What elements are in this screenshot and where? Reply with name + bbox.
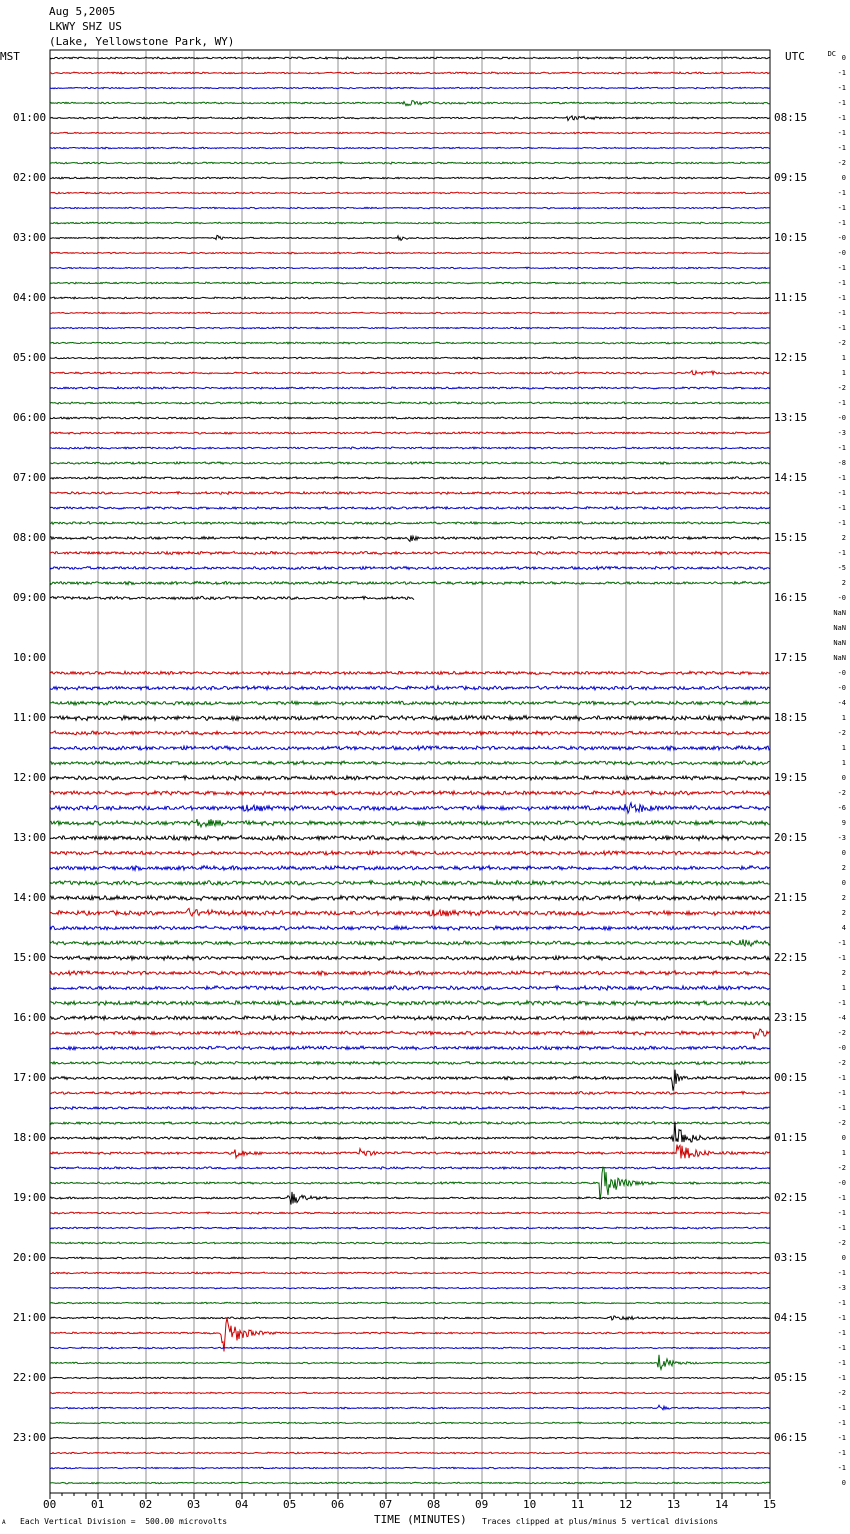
trace-row (50, 836, 770, 841)
dc-offset-value: 0 (841, 879, 846, 887)
trace-row (50, 956, 770, 960)
dc-offset-value: -2 (837, 384, 846, 392)
trace-row (50, 731, 770, 735)
dc-offset-value: -1 (837, 444, 846, 452)
trace-row (50, 357, 770, 359)
trace-row (50, 207, 770, 209)
right-hour-label: 00:15 (774, 1071, 808, 1084)
x-tick-label: 09 (475, 1498, 489, 1511)
right-hour-label: 03:15 (774, 1251, 808, 1264)
record-date: Aug 5,2005 (49, 5, 116, 18)
dc-offset-value: -1 (837, 129, 846, 137)
dc-offset-value: -1 (837, 1464, 846, 1472)
trace-row (50, 447, 770, 449)
dc-offset-value: 1 (841, 984, 846, 992)
dc-offset-value: NaN (833, 609, 846, 617)
dc-offset-value: -1 (837, 504, 846, 512)
trace-row (50, 851, 770, 855)
dc-offset-value: 9 (841, 819, 846, 827)
trace-row (50, 1122, 770, 1125)
dc-offset-value: 1 (841, 744, 846, 752)
x-axis-title: TIME (MINUTES) (374, 1513, 467, 1526)
dc-offset-value: -1 (837, 1089, 846, 1097)
dc-offset-value: 2 (841, 579, 846, 587)
trace-row (50, 342, 770, 344)
trace-row (50, 971, 770, 975)
trace-row (50, 116, 770, 121)
dc-offset-value: -1 (837, 1299, 846, 1307)
trace-row (50, 881, 770, 886)
x-tick-label: 14 (715, 1498, 729, 1511)
trace-row (50, 1227, 770, 1229)
clip-note: Traces clipped at plus/minus 5 vertical divisions (482, 1517, 719, 1526)
dc-offset-value: -3 (837, 1284, 846, 1292)
x-tick-label: 01 (91, 1498, 105, 1511)
trace-row (50, 686, 770, 690)
x-tick-label: 06 (331, 1498, 345, 1511)
dc-offset-value: 4 (841, 924, 846, 932)
left-hour-label: 11:00 (13, 711, 47, 724)
trace-row (50, 327, 770, 329)
right-hour-label: 05:15 (774, 1371, 808, 1384)
trace-row (50, 1377, 770, 1379)
right-hour-label: 09:15 (774, 171, 808, 184)
dc-offset-value: 1 (841, 759, 846, 767)
x-tick-label: 08 (427, 1498, 441, 1511)
trace-row (50, 72, 770, 74)
trace-row (50, 132, 770, 134)
trace-row (50, 192, 770, 194)
left-hour-label: 07:00 (13, 471, 47, 484)
right-hour-label: 19:15 (774, 771, 808, 784)
dc-offset-value: -1 (837, 399, 846, 407)
dc-offset-value: 0 (841, 1479, 846, 1487)
dc-offset-value: -1 (837, 309, 846, 317)
trace-row (50, 507, 770, 510)
left-hour-label: 01:00 (13, 111, 47, 124)
left-hour-label: 19:00 (13, 1191, 47, 1204)
dc-offset-value: -1 (837, 1194, 846, 1202)
trace-row (50, 1287, 770, 1289)
dc-offset-value: -1 (837, 1074, 846, 1082)
left-hour-label: 17:00 (13, 1071, 47, 1084)
right-hour-label: 04:15 (774, 1311, 808, 1324)
trace-row (50, 462, 770, 464)
dc-offset-value: -1 (837, 1269, 846, 1277)
trace-row (50, 417, 770, 419)
trace-row (50, 371, 770, 375)
dc-offset-value: -4 (837, 699, 846, 707)
dc-offset-value: -1 (837, 1209, 846, 1217)
left-hour-label: 09:00 (13, 591, 47, 604)
left-hour-label: 20:00 (13, 1251, 47, 1264)
left-hour-label: 22:00 (13, 1371, 47, 1384)
trace-row (50, 1212, 770, 1214)
trace-row (50, 581, 770, 584)
dc-offset-value: -0 (837, 594, 846, 602)
dc-offset-value: -1 (837, 549, 846, 557)
trace-row (50, 1347, 770, 1349)
trace-row (50, 1302, 770, 1304)
trace-row (50, 551, 770, 554)
right-hour-label: 12:15 (774, 351, 808, 364)
right-hour-label: 01:15 (774, 1131, 808, 1144)
trace-row (50, 819, 770, 827)
dc-offset-value: NaN (833, 639, 846, 647)
trace-row (50, 477, 770, 479)
dc-offset-value: -1 (837, 204, 846, 212)
dc-offset-value: -1 (837, 954, 846, 962)
dc-offset-value: -4 (837, 1014, 846, 1022)
trace-row (50, 57, 770, 59)
right-hour-label: 10:15 (774, 231, 808, 244)
dc-offset-value: -1 (837, 1449, 846, 1457)
trace-row (50, 896, 770, 901)
dc-offset-value: -1 (837, 999, 846, 1007)
left-hour-label: 05:00 (13, 351, 47, 364)
right-hour-label: 06:15 (774, 1431, 808, 1444)
dc-offset-value: -1 (837, 519, 846, 527)
dc-offset-value: -2 (837, 729, 846, 737)
dc-offset-value: -8 (837, 459, 846, 467)
trace-row (50, 402, 770, 404)
trace-row (50, 1167, 770, 1200)
right-hour-label: 14:15 (774, 471, 808, 484)
trace-row (50, 1029, 770, 1039)
dc-offset-value: 0 (841, 849, 846, 857)
trace-row (50, 522, 770, 525)
trace-row (50, 492, 770, 495)
trace-row (50, 1122, 770, 1142)
trace-row (50, 1046, 770, 1050)
trace-row (50, 387, 770, 389)
dc-offset-value: -2 (837, 1029, 846, 1037)
dc-offset-value: -1 (837, 1344, 846, 1352)
dc-offset-value: -2 (837, 159, 846, 167)
trace-row (50, 986, 770, 990)
dc-offset-value: -5 (837, 564, 846, 572)
x-tick-label: 00 (43, 1498, 57, 1511)
dc-offset-value: -2 (837, 789, 846, 797)
trace-row (50, 567, 770, 570)
left-hour-label: 13:00 (13, 831, 47, 844)
dc-offset-value: -1 (837, 1314, 846, 1322)
x-tick-label: 15 (763, 1498, 777, 1511)
dc-offset-value: -0 (837, 414, 846, 422)
left-hour-label: 06:00 (13, 411, 47, 424)
trace-row (50, 1318, 770, 1352)
dc-offset-value: -1 (837, 1419, 846, 1427)
dc-offset-value: -1 (837, 1374, 846, 1382)
x-tick-label: 04 (235, 1498, 249, 1511)
right-timezone-label: UTC (785, 50, 805, 63)
left-hour-label: 02:00 (13, 171, 47, 184)
left-hour-label: 14:00 (13, 891, 47, 904)
x-tick-label: 10 (523, 1498, 537, 1511)
dc-offset-value: 1 (841, 714, 846, 722)
dc-offset-value: -2 (837, 1164, 846, 1172)
dc-offset-value: 2 (841, 969, 846, 977)
trace-row (50, 1467, 770, 1469)
dc-offset-value: 2 (841, 864, 846, 872)
dc-offset-value: 1 (841, 1149, 846, 1157)
trace-row (50, 1107, 770, 1110)
left-hour-label: 12:00 (13, 771, 47, 784)
dc-offset-value: -0 (837, 1044, 846, 1052)
trace-row (50, 1392, 770, 1394)
left-hour-label: 18:00 (13, 1131, 47, 1144)
left-hour-label: 08:00 (13, 531, 47, 544)
right-hour-label: 02:15 (774, 1191, 808, 1204)
trace-row (50, 671, 770, 674)
trace-row (50, 791, 770, 795)
x-tick-label: 12 (619, 1498, 633, 1511)
left-hour-label: 04:00 (13, 291, 47, 304)
trace-row (50, 536, 770, 542)
dc-offset-value: -2 (837, 1239, 846, 1247)
trace-row (50, 1192, 770, 1205)
trace-row (50, 282, 770, 284)
dc-offset-value: -1 (837, 219, 846, 227)
trace-row (50, 1422, 770, 1424)
dc-offset-value: -1 (837, 1404, 846, 1412)
right-hour-label: 15:15 (774, 531, 808, 544)
right-hour-label: 11:15 (774, 291, 808, 304)
right-hour-label: 23:15 (774, 1011, 808, 1024)
dc-offset-value: -3 (837, 429, 846, 437)
trace-row (50, 1437, 770, 1439)
trace-row (50, 235, 770, 240)
dc-offset-value: -1 (837, 84, 846, 92)
dc-offset-value: 0 (841, 1134, 846, 1142)
x-tick-label: 05 (283, 1498, 297, 1511)
trace-row (50, 939, 770, 946)
dc-offset-value: -0 (837, 669, 846, 677)
dc-offset-value: -1 (837, 1434, 846, 1442)
dc-offset-value: -0 (837, 234, 846, 242)
trace-row (50, 803, 770, 813)
x-tick-label: 02 (139, 1498, 153, 1511)
scale-note: Each Vertical Division = 500.00 microvolts (20, 1517, 228, 1526)
dc-offset-value: NaN (833, 624, 846, 632)
trace-row (50, 701, 770, 705)
trace-row (50, 312, 770, 314)
x-tick-label: 13 (667, 1498, 681, 1511)
x-tick-label: 03 (187, 1498, 201, 1511)
trace-row (50, 267, 770, 269)
left-hour-label: 21:00 (13, 1311, 47, 1324)
trace-row (50, 1016, 770, 1020)
dc-offset-value: 1 (841, 354, 846, 362)
dc-offset-value: -2 (837, 1389, 846, 1397)
dc-offset-value: -6 (837, 804, 846, 812)
dc-offset-value: -1 (837, 324, 846, 332)
plot-frame (50, 50, 770, 1493)
trace-row (50, 1482, 770, 1484)
dc-offset-value: -1 (837, 69, 846, 77)
dc-offset-value: -0 (837, 684, 846, 692)
right-hour-label: 17:15 (774, 651, 808, 664)
dc-offset-value: -1 (837, 939, 846, 947)
dc-offset-value: -2 (837, 339, 846, 347)
trace-row (50, 1316, 770, 1320)
trace-row (50, 1070, 770, 1091)
dc-offset-value: -1 (837, 489, 846, 497)
trace-row (50, 776, 770, 780)
trace-row (50, 1257, 770, 1259)
dc-offset-value: 2 (841, 909, 846, 917)
trace-row (50, 252, 770, 254)
dc-offset-value: -2 (837, 1059, 846, 1067)
trace-row (50, 1001, 770, 1005)
trace-row (50, 746, 770, 750)
dc-offset-value: 2 (841, 894, 846, 902)
dc-offset-value: -1 (837, 264, 846, 272)
dc-offset-value: 1 (841, 369, 846, 377)
trace-row (50, 432, 770, 434)
left-hour-label: 15:00 (13, 951, 47, 964)
right-hour-label: 21:15 (774, 891, 808, 904)
dc-offset-value: NaN (833, 654, 846, 662)
trace-row (50, 1452, 770, 1454)
trace-row (50, 1061, 770, 1064)
trace-row (50, 1405, 770, 1410)
station-code: LKWY SHZ US (49, 20, 122, 33)
dc-offset-value: 0 (841, 54, 846, 62)
dc-header-label: DC (827, 50, 836, 58)
dc-offset-value: -1 (837, 114, 846, 122)
left-hour-label: 03:00 (13, 231, 47, 244)
dc-offset-value: 0 (841, 1254, 846, 1262)
dc-offset-value: 0 (841, 174, 846, 182)
right-hour-label: 16:15 (774, 591, 808, 604)
dc-offset-value: -0 (837, 1179, 846, 1187)
trace-row (50, 1242, 770, 1244)
right-hour-label: 20:15 (774, 831, 808, 844)
dc-offset-value: -3 (837, 834, 846, 842)
trace-row (50, 222, 770, 224)
trace-row (50, 1355, 770, 1370)
dc-offset-value: -1 (837, 144, 846, 152)
dc-offset-value: -1 (837, 99, 846, 107)
dc-offset-value: 2 (841, 534, 846, 542)
trace-row (50, 926, 770, 930)
dc-offset-value: -1 (837, 1329, 846, 1337)
trace-row (50, 866, 770, 871)
trace-row (50, 1092, 770, 1095)
trace-row (50, 147, 770, 149)
trace-row (50, 761, 770, 765)
trace-row (50, 101, 770, 106)
trace-row (50, 908, 770, 916)
dc-offset-value: -0 (837, 249, 846, 257)
left-hour-label: 16:00 (13, 1011, 47, 1024)
trace-row (50, 297, 770, 299)
dc-offset-value: -1 (837, 1104, 846, 1112)
x-tick-label: 07 (379, 1498, 393, 1511)
station-location: (Lake, Yellowstone Park, WY) (49, 35, 235, 48)
corner-mark: A (2, 1519, 6, 1526)
trace-row (50, 1145, 770, 1159)
left-hour-label: 23:00 (13, 1431, 47, 1444)
dc-offset-value: -1 (837, 1224, 846, 1232)
dc-offset-value: -1 (837, 279, 846, 287)
right-hour-label: 22:15 (774, 951, 808, 964)
dc-offset-value: -1 (837, 474, 846, 482)
trace-row (50, 1272, 770, 1274)
dc-offset-value: -1 (837, 189, 846, 197)
right-hour-label: 13:15 (774, 411, 808, 424)
left-timezone-label: MST (0, 50, 20, 63)
dc-offset-value: -1 (837, 1359, 846, 1367)
dc-offset-value: -1 (837, 294, 846, 302)
dc-offset-value: -2 (837, 1119, 846, 1127)
right-hour-label: 08:15 (774, 111, 808, 124)
trace-row (50, 1167, 770, 1169)
trace-row (50, 596, 414, 599)
trace-row (50, 716, 770, 721)
left-hour-label: 10:00 (13, 651, 47, 664)
dc-offset-value: 0 (841, 774, 846, 782)
trace-row (50, 177, 770, 179)
x-tick-label: 11 (571, 1498, 585, 1511)
trace-row (50, 162, 770, 164)
right-hour-label: 18:15 (774, 711, 808, 724)
trace-row (50, 87, 770, 89)
